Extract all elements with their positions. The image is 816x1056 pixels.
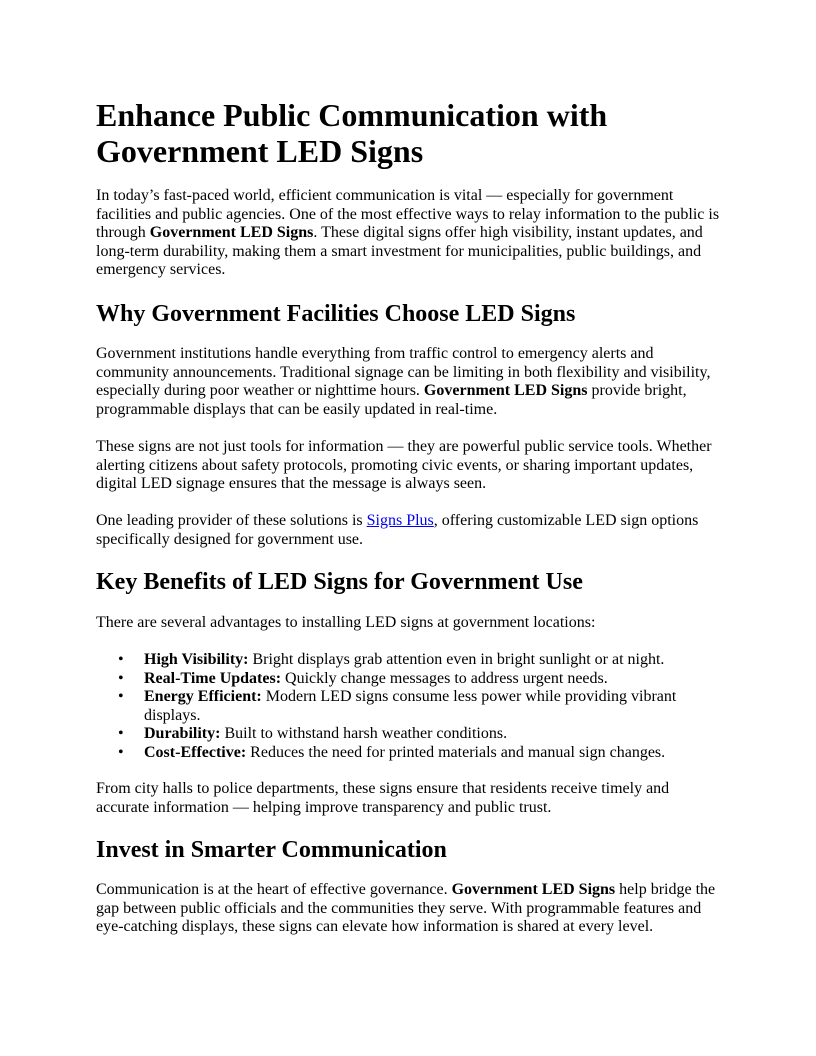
list-item: [96, 688, 722, 725]
why-p1-before: Government institutions handle everything from traffic control to emergency alerts and community announcements. Traditional signage can be limiting in both flexibility and visibility, especially during poor weather or nighttime hours.: [96, 345, 711, 399]
list-item-term: Cost-Effective:: [144, 743, 247, 761]
why-p1-bold-term: Government LED Signs: [423, 382, 588, 399]
why-p3-before: One leading provider of these solutions is: [96, 512, 367, 529]
list-item: [96, 651, 722, 670]
invest-bold-term: Government LED Signs: [451, 881, 616, 898]
list-item: [96, 670, 722, 689]
section-heading-why: Why Government Facilities Choose LED Signs: [96, 301, 576, 327]
intro-paragraph: [96, 187, 722, 280]
page-title: Enhance Public Communication with Government LED Signs: [96, 97, 608, 169]
list-item-text: Quickly change messages to address urgent needs.: [281, 669, 608, 687]
benefits-closing: From city halls to police departments, these signs ensure that residents receive timely and accurate information — helping improve transparency and public trust.: [96, 780, 670, 816]
benefits-list: [96, 651, 722, 762]
bullet-icon: •: [118, 725, 124, 742]
intro-text-before: In today’s fast-paced world, efficient communication is vital — especially for government facilities and public agencies. One of the most effective ways to relay information to the public is through: [96, 187, 720, 241]
section-heading-invest: Invest in Smarter Communication: [96, 837, 447, 863]
bullet-icon: •: [118, 651, 124, 668]
why-paragraph-1: [96, 345, 722, 419]
list-item-term: High Visibility:: [144, 651, 249, 668]
list-item-term: Energy Efficient:: [144, 688, 262, 705]
invest-p-before: Communication is at the heart of effective governance.: [96, 881, 452, 898]
list-item-text: Built to withstand harsh weather conditions.: [220, 725, 508, 742]
list-item-term: Real-Time Updates:: [144, 669, 282, 687]
why-paragraph-2: These signs are not just tools for information — they are powerful public service tools. Whether alerting citizens about safety protocols, promoting civic events, or sharing important updates, digital LED signage ensures that the message is always seen.: [96, 438, 712, 492]
intro-bold-term: Government LED Signs: [149, 224, 314, 241]
bullet-icon: •: [118, 743, 124, 761]
invest-p-after: help bridge the gap between public officials and the communities they serve. With programmable features and eye-catching displays, these signs can elevate how information is shared at every level.: [96, 881, 716, 935]
list-item-text: Bright displays grab attention even in bright sunlight or at night.: [248, 651, 665, 668]
list-item-text: Reduces the need for printed materials and manual sign changes.: [246, 743, 666, 761]
bullet-icon: •: [118, 669, 124, 687]
benefits-intro: There are several advantages to installing LED signs at government locations:: [96, 614, 596, 631]
why-p1-after: provide bright, programmable displays that can be easily updated in real-time.: [96, 382, 687, 418]
intro-text-after: . These digital signs offer high visibility, instant updates, and long-term durability, making them a smart investment for municipalities, public buildings, and emergency services.: [96, 224, 703, 278]
list-item: [96, 725, 722, 744]
list-item: [96, 744, 722, 763]
signs-plus-link[interactable]: Signs Plus: [366, 512, 434, 529]
section-heading-benefits: Key Benefits of LED Signs for Government Use: [96, 569, 583, 595]
invest-paragraph: [96, 881, 722, 937]
why-p3-after: , offering customizable LED sign options specifically designed for government use.: [96, 512, 699, 548]
bullet-icon: •: [118, 688, 124, 705]
list-item-term: Durability:: [144, 725, 221, 742]
list-item-text: Modern LED signs consume less power while providing vibrant displays.: [144, 688, 677, 724]
why-paragraph-3: [96, 512, 722, 549]
